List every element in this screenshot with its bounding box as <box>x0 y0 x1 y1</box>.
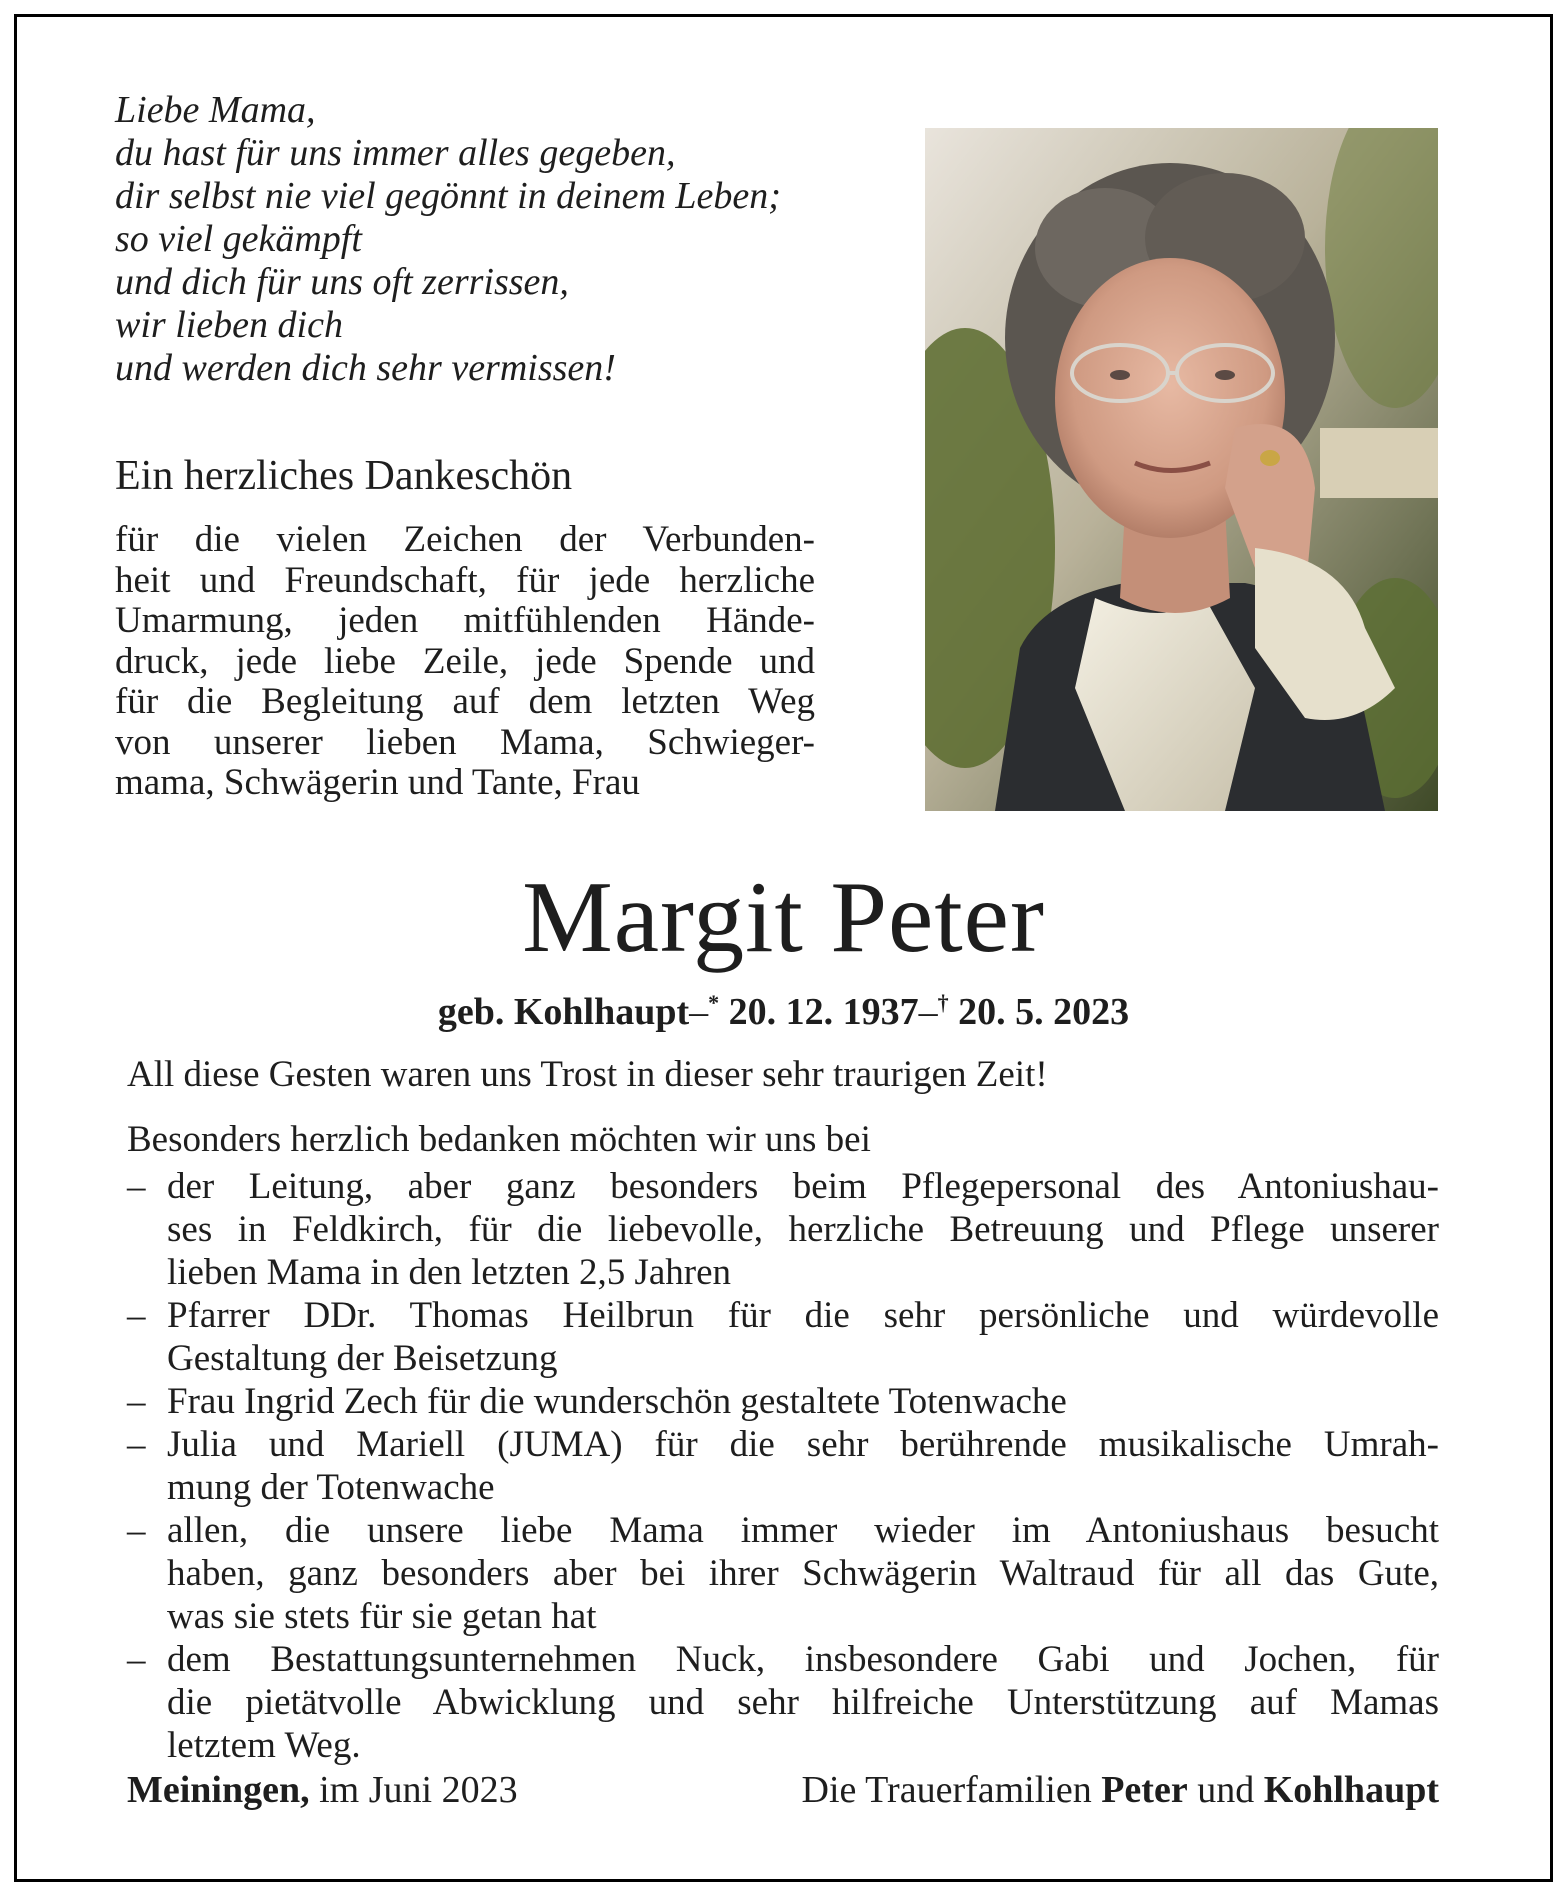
list-item-line: dem Bestattungsunternehmen Nuck, insbesondere Gabi und Jochen, für <box>167 1639 1439 1680</box>
separator-dash: – <box>689 991 709 1033</box>
family-name: Kohlhaupt <box>1263 1769 1439 1811</box>
list-item-line: Julia und Mariell (JUMA) für die sehr berührende musikalische Umrah- <box>167 1424 1439 1465</box>
list-item-line: lieben Mama in den letzten 2,5 Jahren <box>167 1252 732 1293</box>
list-dash: – <box>127 1639 146 1680</box>
conjunction: und <box>1197 1769 1255 1811</box>
list-item-line: Pfarrer DDr. Thomas Heilbrun für die sehr persönliche und würdevolle <box>167 1295 1439 1336</box>
thanks-intro: Besonders herzlich bedanken möchten wir uns bei <box>127 1119 871 1160</box>
list-item <box>127 1638 1439 1767</box>
list-dash: – <box>127 1510 146 1551</box>
list-item-line: die pietätvolle Abwicklung und sehr hilfreiche Unterstützung auf Mamas <box>167 1682 1439 1723</box>
comfort-sentence: All diese Gesten waren uns Trost in dieser sehr traurigen Zeit! <box>127 1054 1048 1095</box>
list-dash: – <box>127 1166 146 1207</box>
birth-name: geb. Kohlhaupt <box>437 991 690 1033</box>
list-item-line: Frau Ingrid Zech für die wunderschön gestaltete Totenwache <box>167 1381 1067 1422</box>
deceased-name: Margit Peter <box>522 861 1045 974</box>
place-date <box>127 1767 518 1813</box>
list-item <box>127 1509 1439 1638</box>
list-item-line: mung der Totenwache <box>167 1467 495 1508</box>
signature-families <box>802 1767 1440 1813</box>
portrait-photo <box>925 128 1438 811</box>
poem-line: du hast für uns immer alles gegeben, <box>115 132 676 174</box>
thanks-list <box>127 1165 1439 1767</box>
list-dash: – <box>127 1381 146 1422</box>
poem-line: wir lieben dich <box>115 304 343 346</box>
thanks-line: für die vielen Zeichen der Verbunden- <box>115 519 815 560</box>
list-dash: – <box>127 1424 146 1465</box>
list-item <box>127 1380 1439 1423</box>
poem-line: Liebe Mama, <box>115 89 316 131</box>
poem-line: und dich für uns oft zerrissen, <box>115 261 569 303</box>
family-name: Peter <box>1101 1769 1188 1811</box>
birth-symbol: * <box>708 990 720 1015</box>
thanks-line: heit und Freundschaft, für jede herzliche <box>115 559 815 601</box>
death-date: 20. 5. 2023 <box>958 991 1130 1033</box>
thanks-line: Umarmung, jeden mitfühlenden Hände- <box>115 600 815 641</box>
separator-dash: – <box>918 991 938 1033</box>
date: im Juni 2023 <box>319 1769 518 1811</box>
birth-date: 20. 12. 1937 <box>728 991 919 1033</box>
list-item <box>127 1423 1439 1509</box>
list-item-line: Gestaltung der Beisetzung <box>167 1338 558 1379</box>
list-item-line: allen, die unsere liebe Mama immer wieder im Antoniushaus besucht <box>167 1510 1439 1551</box>
families-prefix: Die Trauerfamilien <box>801 1769 1092 1811</box>
list-item-line: letztem Weg. <box>167 1725 361 1766</box>
thanks-heading: Ein herzliches Dankeschön <box>115 453 573 499</box>
thanks-line: mama, Schwägerin und Tante, Frau <box>115 762 640 803</box>
list-item-line: ses in Feldkirch, für die liebevolle, herzliche Betreuung und Pflege unserer <box>167 1209 1439 1250</box>
poem-line: dir selbst nie viel gegönnt in deinem Leben; <box>115 175 781 217</box>
portrait-image <box>925 128 1438 811</box>
death-symbol: † <box>937 990 949 1015</box>
list-item <box>127 1294 1439 1380</box>
list-item-line: der Leitung, aber ganz besonders beim Pflegepersonal des Antoniushau- <box>167 1166 1439 1207</box>
list-dash: – <box>127 1295 146 1336</box>
thanks-line: druck, jede liebe Zeile, jede Spende und <box>115 640 815 682</box>
list-item-line: haben, ganz besonders aber bei ihrer Schwägerin Waltraud für all das Gute, <box>167 1553 1439 1594</box>
thanks-body <box>115 520 815 804</box>
thanks-line: für die Begleitung auf dem letzten Weg <box>115 681 815 722</box>
poem-line: und werden dich sehr vermissen! <box>115 347 616 389</box>
poem-line: so viel gekämpft <box>115 218 362 260</box>
list-item-line: was sie stets für sie getan hat <box>167 1596 597 1637</box>
thanks-line: von unserer lieben Mama, Schwieger- <box>115 721 815 763</box>
life-dates <box>0 980 1567 1035</box>
place: Meiningen, <box>127 1769 310 1811</box>
list-item <box>127 1165 1439 1294</box>
poem <box>115 89 835 390</box>
